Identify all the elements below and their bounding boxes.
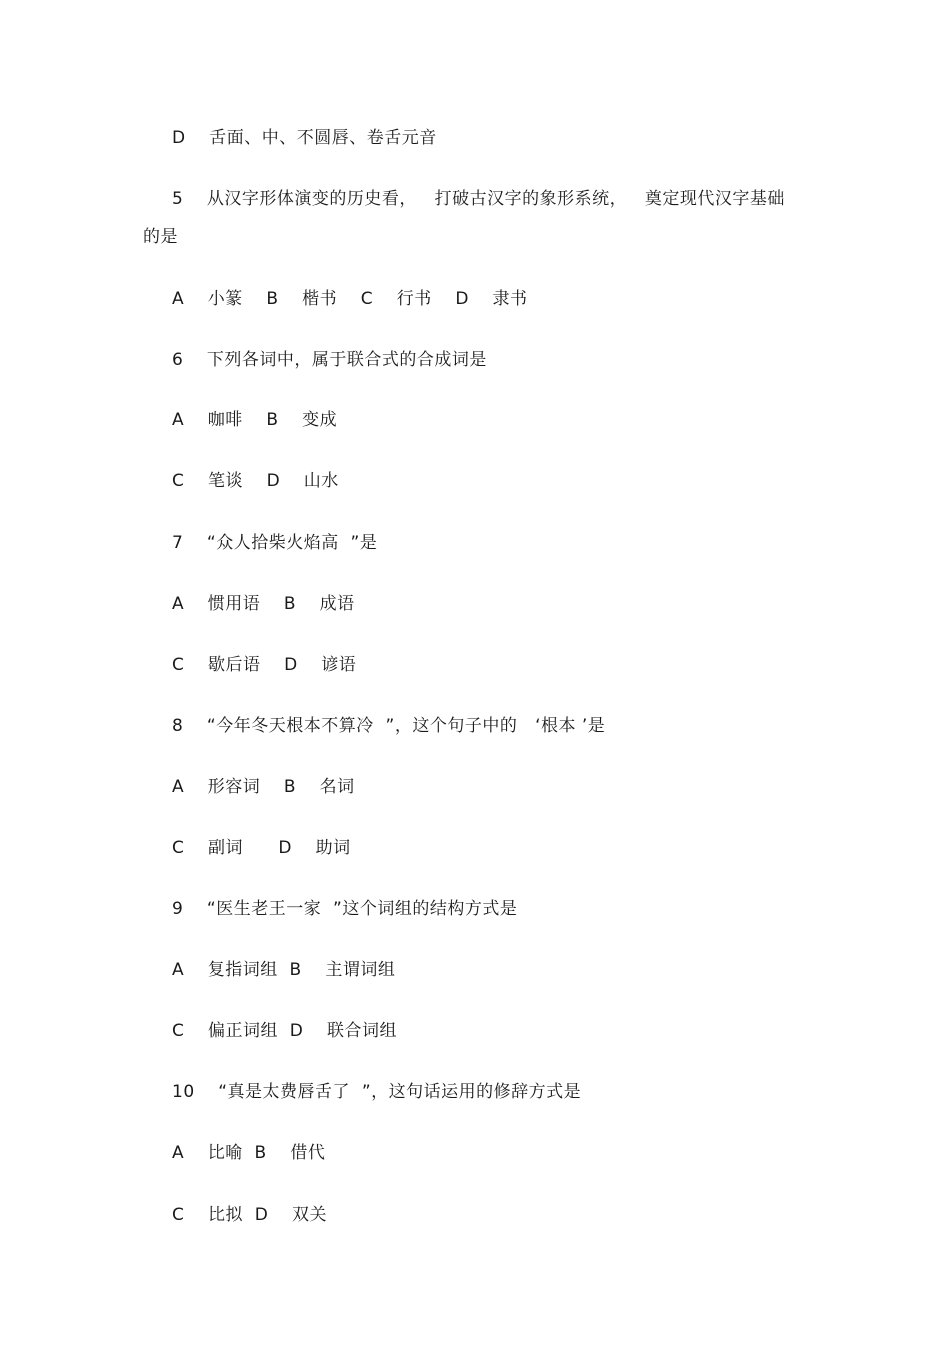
question-7: 7 “众人拾柴火焰高 ”是 [172, 533, 378, 553]
question-9: 9 “医生老王一家 ”这个词组的结构方式是 [172, 899, 518, 919]
question-5: 5 从汉字形体演变的历史看， 打破古汉字的象形系统， 奠定现代汉字基础 [172, 189, 785, 209]
question-6: 6 下列各词中，属于联合式的合成词是 [172, 350, 487, 370]
question-6-options-ab: A 咖啡 B 变成 [172, 410, 338, 430]
question-7-options-ab: A 惯用语 B 成语 [172, 594, 355, 614]
question-8-options-ab: A 形容词 B 名词 [172, 777, 355, 797]
question-10: 10 “真是太费唇舌了 ”，这句话运用的修辞方式是 [172, 1082, 582, 1102]
question-9-options-ab: A 复指词组 B 主谓词组 [172, 960, 396, 980]
question-8-options-cd: C 副词 D 助词 [172, 838, 351, 858]
question-5-options: A 小篆 B 楷书 C 行书 D 隶书 [172, 289, 528, 309]
question-6-options-cd: C 笔谈 D 山水 [172, 471, 339, 491]
question-7-options-cd: C 歇后语 D 谚语 [172, 655, 357, 675]
option-line-d: D 舌面、中、不圆唇、卷舌元音 [172, 128, 437, 148]
question-5-continued: 的是 [143, 227, 178, 247]
question-10-options-cd: C 比拟 D 双关 [172, 1205, 327, 1225]
question-8: 8 “今年冬天根本不算冷 ”，这个句子中的 ‘根本 ’是 [172, 716, 606, 736]
question-10-options-ab: A 比喻 B 借代 [172, 1143, 326, 1163]
question-9-options-cd: C 偏正词组 D 联合词组 [172, 1021, 397, 1041]
